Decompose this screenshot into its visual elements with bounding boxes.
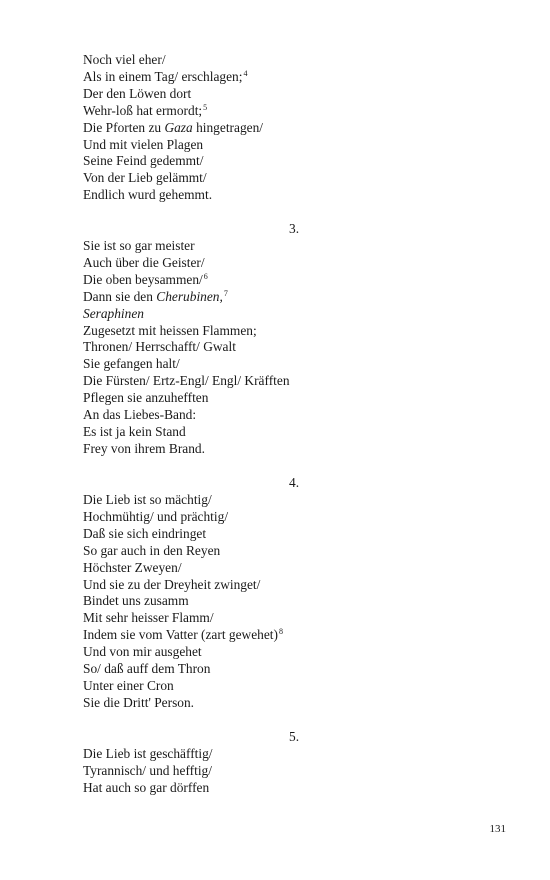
verse-line (83, 407, 503, 424)
verse-text: Seine Feind gedemmt/ (83, 153, 204, 169)
stanza-number: 4. (289, 475, 300, 490)
verse-line (83, 644, 503, 661)
verse-line (83, 323, 503, 340)
verse-text: Es ist ja kein Stand (83, 423, 186, 439)
verse-line (83, 780, 503, 797)
verse-line (83, 373, 503, 390)
verse-line (83, 255, 503, 272)
verse-line (83, 695, 503, 712)
verse-text: Wehr-loß hat ermordt; (83, 102, 203, 118)
verse-text: So gar auch in den Reyen (83, 542, 221, 558)
stanza-number: 5. (289, 729, 300, 744)
italic-text: Cherubinen, (156, 288, 223, 304)
verse-line (83, 593, 503, 610)
verse-line (83, 289, 503, 306)
italic-text: Seraphinen (83, 305, 144, 321)
verse-text: Bindet uns zusamm (83, 593, 189, 609)
verse-text: Und sie zu der Dreyheit zwinget/ (83, 576, 261, 592)
verse-line (83, 170, 503, 187)
verse-text: Daß sie sich eindringet (83, 525, 207, 541)
stanza-3 (83, 238, 503, 458)
footnote-marker: 6 (203, 271, 208, 281)
verse-line (83, 356, 503, 373)
verse-line (83, 560, 503, 577)
verse-line (83, 424, 503, 441)
verse-text: Indem sie vom Vatter (zart gewehet) (83, 627, 278, 643)
verse-text: Die oben beysammen/ (83, 271, 203, 287)
verse-text: Von der Lieb gelämmt/ (83, 170, 207, 186)
verse-text: Hochmühtig/ und prächtig/ (83, 508, 229, 524)
verse-text: Dann sie den (83, 288, 157, 304)
verse-line (83, 390, 503, 407)
verse-line (83, 577, 503, 594)
stanza-5 (83, 746, 503, 797)
verse-text: Hat auch so gar dörffen (83, 779, 210, 795)
stanza-number: 3. (289, 221, 300, 236)
verse-text: Unter einer Cron (83, 677, 174, 693)
verse-text: Tyrannisch/ und hefftig/ (83, 762, 212, 778)
verse-line (83, 746, 503, 763)
verse-text: Die Fürsten/ Ertz-Engl/ Engl/ Kräfften (83, 373, 290, 389)
verse-line (83, 103, 503, 120)
verse-text: Der den Löwen dort (83, 85, 192, 101)
verse-text: Als in einem Tag/ erschlagen; (83, 68, 243, 84)
stanza-continuation (83, 52, 503, 204)
verse-text: Endlich wurd gehemmt. (83, 187, 213, 203)
stanza-4 (83, 492, 503, 712)
verse-line (83, 492, 503, 509)
verse-line (83, 120, 503, 137)
verse-line (83, 187, 503, 204)
footnote-marker: 5 (203, 102, 208, 112)
verse-text: An das Liebes-Band: (83, 407, 197, 423)
verse-text: Mit sehr heisser Flamm/ (83, 610, 214, 626)
verse-text: Höchster Zweyen/ (83, 559, 182, 575)
footnote-marker: 7 (223, 288, 228, 298)
verse-line (83, 526, 503, 543)
verse-line (83, 272, 503, 289)
verse-text: Die Lieb ist so mächtig/ (83, 492, 212, 507)
verse-line (83, 678, 503, 695)
italic-text: Gaza (164, 119, 193, 135)
verse-line (83, 661, 503, 678)
verse-text: Und von mir ausgehet (83, 644, 202, 660)
verse-line (83, 69, 503, 86)
footnote-marker: 8 (278, 627, 283, 637)
verse-line (83, 763, 503, 780)
verse-line (83, 509, 503, 526)
verse-text: Pflegen sie anzuhefften (83, 390, 209, 406)
verse-text: Sie ist so gar meister (83, 238, 195, 253)
verse-text: Noch viel eher/ (83, 52, 166, 67)
verse-line (83, 306, 503, 323)
verse-line (83, 52, 503, 69)
page-number: 131 (489, 823, 506, 835)
verse-text: Die Lieb ist geschäfftig/ (83, 746, 213, 761)
verse-text: Frey von ihrem Brand. (83, 440, 205, 456)
verse-line (83, 339, 503, 356)
verse-text: Zugesetzt mit heissen Flammen; (83, 322, 257, 338)
verse-line (83, 543, 503, 560)
verse-line (83, 441, 503, 458)
verse-line (83, 610, 503, 627)
verse-text: Thronen/ Herrschafft/ Gwalt (83, 339, 236, 355)
verse-text: Auch über die Geister/ (83, 254, 205, 270)
verse-text: Die Pforten zu (83, 119, 165, 135)
footnote-marker: 4 (243, 68, 248, 78)
verse-line (83, 137, 503, 154)
verse-line (83, 86, 503, 103)
verse-text: So/ daß auff dem Thron (83, 661, 211, 677)
verse-text: Und mit vielen Plagen (83, 136, 204, 152)
verse-text: Sie die Dritt' Person. (83, 694, 195, 710)
verse-text: hingetragen/ (192, 119, 263, 135)
verse-line (83, 238, 503, 255)
verse-text: Sie gefangen halt/ (83, 356, 180, 372)
verse-line (83, 153, 503, 170)
verse-line (83, 627, 503, 644)
